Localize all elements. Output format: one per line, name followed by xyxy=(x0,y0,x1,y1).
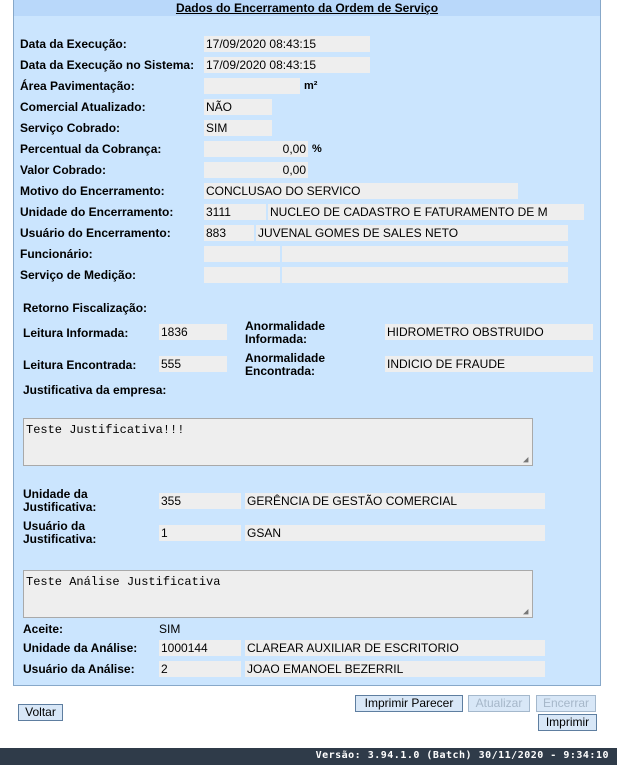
aceite-value: SIM xyxy=(159,622,181,636)
resize-grip-icon[interactable]: ◢ xyxy=(523,455,529,465)
valor-cobrado-field[interactable]: 0,00 xyxy=(204,162,308,178)
usuario-analise-label: Usuário da Análise: xyxy=(23,662,135,676)
atualizar-button[interactable]: Atualizar xyxy=(468,695,530,712)
servico-medicao-label: Serviço de Medição: xyxy=(20,268,137,282)
area-unit: m² xyxy=(304,80,318,92)
funcionario-name[interactable] xyxy=(282,246,568,262)
unidade-justificativa-code[interactable]: 355 xyxy=(159,493,241,509)
version-text: Versão: 3.94.1.0 (Batch) 30/11/2020 - 9:34:10 xyxy=(315,750,609,761)
servico-medicao-name[interactable] xyxy=(282,267,568,283)
usuario-justificativa-code[interactable]: 1 xyxy=(159,525,241,541)
panel-title: Dados do Encerramento da Ordem de Serviço xyxy=(14,0,600,16)
version-footer xyxy=(0,748,617,765)
usuario-analise-code[interactable]: 2 xyxy=(159,661,241,677)
unidade-analise-name[interactable]: CLAREAR AUXILIAR DE ESCRITORIO xyxy=(245,640,545,656)
data-execucao-sistema-field[interactable]: 17/09/2020 08:43:15 xyxy=(204,57,370,73)
leitura-informada-label: Leitura Informada: xyxy=(23,326,129,340)
encerrar-button[interactable]: Encerrar xyxy=(536,695,596,712)
anormalidade-encontrada-label: Anormalidade Encontrada: xyxy=(245,351,326,378)
data-execucao-sistema-label: Data da Execução no Sistema: xyxy=(20,58,195,72)
leitura-encontrada-label: Leitura Encontrada: xyxy=(23,358,137,372)
unidade-encerramento-name[interactable]: NUCLEO DE CADASTRO E FATURAMENTO DE M xyxy=(268,204,584,220)
data-execucao-label: Data da Execução: xyxy=(20,37,127,51)
unidade-encerramento-code[interactable]: 3111 xyxy=(204,204,266,220)
anormalidade-encontrada-field[interactable]: INDICIO DE FRAUDE xyxy=(385,356,593,372)
valor-cobrado-label: Valor Cobrado: xyxy=(20,163,107,177)
unidade-analise-label: Unidade da Análise: xyxy=(23,641,138,655)
usuario-justificativa-label: Usuário da Justificativa: xyxy=(23,519,97,546)
justificativa-label: Justificativa da empresa: xyxy=(23,383,167,397)
analise-text: Teste Análise Justificativa xyxy=(26,575,221,589)
usuario-analise-name[interactable]: JOAO EMANOEL BEZERRIL xyxy=(245,661,545,677)
usuario-encerramento-name[interactable]: JUVENAL GOMES DE SALES NETO xyxy=(256,225,568,241)
unidade-analise-code[interactable]: 1000144 xyxy=(159,640,241,656)
analise-textarea[interactable] xyxy=(23,570,533,618)
unidade-justificativa-name[interactable]: GERÊNCIA DE GESTÃO COMERCIAL xyxy=(245,493,545,509)
area-pavimentacao-label: Área Pavimentação: xyxy=(20,79,135,93)
data-execucao-field[interactable]: 17/09/2020 08:43:15 xyxy=(204,36,370,52)
retorno-fiscalizacao-heading: Retorno Fiscalização: xyxy=(23,301,148,315)
usuario-justificativa-name[interactable]: GSAN xyxy=(245,525,545,541)
percentual-cobranca-label: Percentual da Cobrança: xyxy=(20,142,162,156)
usuario-encerramento-label: Usuário do Encerramento: xyxy=(20,226,171,240)
aceite-label: Aceite: xyxy=(23,622,64,636)
imprimir-parecer-button[interactable]: Imprimir Parecer xyxy=(355,695,463,712)
resize-grip-icon[interactable]: ◢ xyxy=(523,607,529,617)
funcionario-label: Funcionário: xyxy=(20,247,93,261)
usuario-encerramento-code[interactable]: 883 xyxy=(204,225,254,241)
encerramento-panel xyxy=(13,0,601,686)
imprimir-button[interactable]: Imprimir xyxy=(538,714,597,731)
motivo-encerramento-field[interactable]: CONCLUSAO DO SERVICO xyxy=(204,183,518,199)
servico-cobrado-label: Serviço Cobrado: xyxy=(20,121,121,135)
area-pavimentacao-field[interactable] xyxy=(204,78,300,94)
comercial-atualizado-label: Comercial Atualizado: xyxy=(20,100,146,114)
motivo-encerramento-label: Motivo do Encerramento: xyxy=(20,184,165,198)
anormalidade-informada-label: Anormalidade Informada: xyxy=(245,319,326,346)
comercial-atualizado-field[interactable]: NÃO xyxy=(204,99,272,115)
leitura-informada-field[interactable]: 1836 xyxy=(159,324,227,340)
unidade-justificativa-label: Unidade da Justificativa: xyxy=(23,487,97,514)
unidade-encerramento-label: Unidade do Encerramento: xyxy=(20,205,174,219)
percentual-unit: % xyxy=(312,143,322,155)
justificativa-textarea[interactable] xyxy=(23,418,533,466)
justificativa-text: Teste Justificativa!!! xyxy=(26,423,185,437)
voltar-button[interactable]: Voltar xyxy=(18,704,63,721)
servico-medicao-code[interactable] xyxy=(204,267,280,283)
leitura-encontrada-field[interactable]: 555 xyxy=(159,356,227,372)
anormalidade-informada-field[interactable]: HIDROMETRO OBSTRUIDO xyxy=(385,324,593,340)
servico-cobrado-field[interactable]: SIM xyxy=(204,120,272,136)
funcionario-code[interactable] xyxy=(204,246,280,262)
percentual-cobranca-field[interactable]: 0,00 xyxy=(204,141,308,157)
